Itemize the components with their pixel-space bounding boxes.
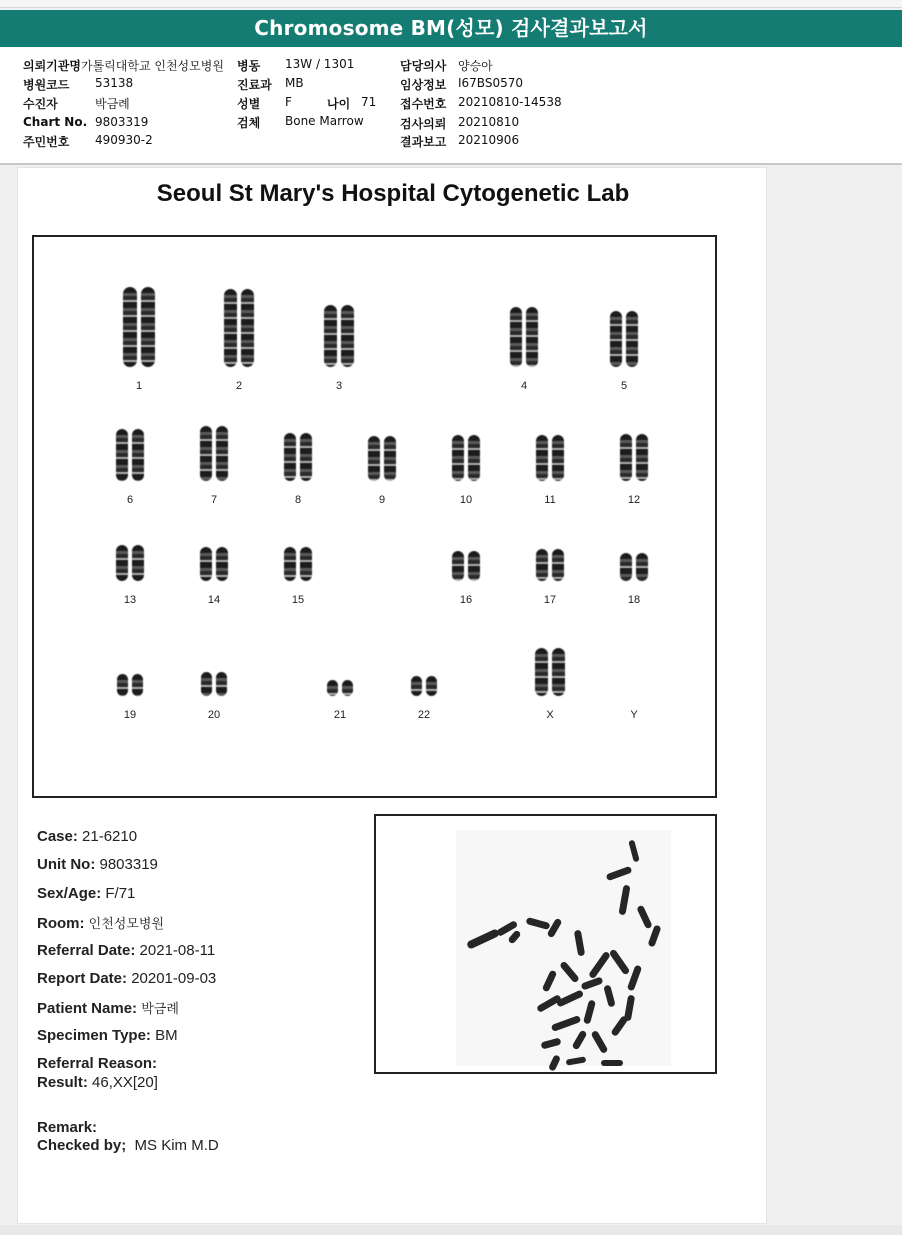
chromosome-2-2 xyxy=(241,289,254,367)
report-title: Chromosome BM(성모) 검사결과보고서 xyxy=(0,10,902,47)
chromosome-label-6: 6 xyxy=(126,494,134,506)
metaphase-chromosome xyxy=(551,1015,582,1032)
patient-name-label: Patient Name: xyxy=(37,1000,138,1017)
chromosome-label-11: 11 xyxy=(544,494,556,506)
chromosome-3-1 xyxy=(324,305,337,367)
checked-by-label: Checked by; xyxy=(37,1137,127,1154)
chromosome-label-x: X xyxy=(546,709,554,721)
chromosome-22-1 xyxy=(411,676,422,696)
chromosome-label-2: 2 xyxy=(235,380,243,392)
referral-date-label: Referral Date: xyxy=(37,942,136,959)
chromosome-17-1 xyxy=(536,549,548,581)
metaphase-chromosome xyxy=(603,984,615,1007)
chromosome-19-1 xyxy=(117,674,128,696)
room-value: 인천성모병원 xyxy=(88,916,165,931)
metaphase-chromosome xyxy=(588,951,611,980)
chromosome-pair-12 xyxy=(604,434,664,481)
chromosome-21-2 xyxy=(342,680,353,696)
subject-value: 박금례 xyxy=(95,97,130,111)
chromosome-pair-18 xyxy=(604,553,664,581)
specimen-type-row xyxy=(37,1027,178,1044)
institution-value: 가톨릭대학교 인천성모병원 xyxy=(81,59,224,73)
specimen-type-value: BM xyxy=(155,1027,178,1044)
institution-label: 의뢰기관명 xyxy=(23,59,81,73)
chromosome-5-2 xyxy=(626,311,638,367)
metaphase-spread xyxy=(456,830,671,1066)
referral-reason-label: Referral Reason: xyxy=(37,1055,158,1072)
chromosome-16-2 xyxy=(468,551,480,581)
case-label: Case: xyxy=(37,828,78,845)
request-date-label: 검사의뢰 xyxy=(400,117,447,131)
receipt-no-label: 접수번호 xyxy=(400,97,447,111)
remark-row xyxy=(37,1119,97,1136)
karyotype-report xyxy=(17,167,767,1224)
chromosome-label-4: 4 xyxy=(520,380,528,392)
chromosome-label-5: 5 xyxy=(620,380,628,392)
chromosome-11-2 xyxy=(552,435,564,481)
sexage-value: F/71 xyxy=(105,885,136,902)
specimen-value: Bone Marrow xyxy=(285,114,364,128)
ward-value: 13W / 1301 xyxy=(285,57,355,71)
metaphase-chromosome xyxy=(580,976,603,990)
chromosome-label-13: 13 xyxy=(123,594,137,606)
hospital-code-label: 병원코드 xyxy=(23,78,70,92)
chromosome-20-1 xyxy=(201,672,212,696)
metaphase-chromosome xyxy=(583,1000,596,1025)
chromosome-7-1 xyxy=(200,426,212,481)
chromosome-19-2 xyxy=(132,674,143,696)
chromosome-label-21: 21 xyxy=(333,709,347,721)
doctor-value: 양승아 xyxy=(458,59,493,73)
metaphase-chromosome xyxy=(601,1060,623,1066)
chromosome-20-2 xyxy=(216,672,227,696)
resident-no-label: 주민번호 xyxy=(23,135,70,149)
chromosome-pair-13 xyxy=(100,545,160,581)
chromosome-pair-5 xyxy=(594,311,654,367)
chromosome-pair-7 xyxy=(184,426,244,481)
metaphase-chromosome xyxy=(507,929,521,944)
hospital-code-value: 53138 xyxy=(95,76,134,90)
chromosome-x-2 xyxy=(552,648,565,696)
chromosome-label-9: 9 xyxy=(378,494,386,506)
chromosome-7-2 xyxy=(216,426,228,481)
metaphase-chromosome xyxy=(571,1030,587,1051)
unit-value: 9803319 xyxy=(99,856,158,873)
room-row xyxy=(37,913,164,932)
report-date-value: 20201-09-03 xyxy=(131,970,217,987)
referral-date-row xyxy=(37,942,215,959)
case-value: 21-6210 xyxy=(82,828,138,845)
chromosome-6-1 xyxy=(116,429,128,481)
chromosome-pair-15 xyxy=(268,547,328,581)
metaphase-chromosome xyxy=(610,1015,628,1037)
chromosome-label-3: 3 xyxy=(335,380,343,392)
specimen-label: 검체 xyxy=(237,116,261,130)
report-date-label: Report Date: xyxy=(37,970,128,987)
chromosome-13-1 xyxy=(116,545,128,581)
chromosome-pair-17 xyxy=(520,549,580,581)
result-value: 46,XX[20] xyxy=(92,1074,158,1091)
chart-no-label: Chart No. xyxy=(23,115,88,129)
chromosome-label-16: 16 xyxy=(459,594,473,606)
top-border xyxy=(0,0,902,8)
metaphase-chromosome xyxy=(618,885,630,916)
chromosome-9-2 xyxy=(384,436,396,481)
chromosome-label-18: 18 xyxy=(627,594,641,606)
bottom-border xyxy=(0,1225,902,1235)
lab-title: Seoul St Mary's Hospital Cytogenetic Lab xyxy=(156,180,630,207)
request-date-value: 20210810 xyxy=(458,115,520,129)
chromosome-11-1 xyxy=(536,435,548,481)
patient-name-row xyxy=(37,998,179,1017)
referral-date-value: 2021-08-11 xyxy=(139,942,216,959)
age-value: 71 xyxy=(361,95,377,109)
chromosome-6-2 xyxy=(132,429,144,481)
chromosome-label-20: 20 xyxy=(207,709,221,721)
chromosome-x-1 xyxy=(535,648,548,696)
remark-label: Remark: xyxy=(37,1119,98,1136)
age-label: 나이 xyxy=(327,97,351,111)
chromosome-2-1 xyxy=(224,289,237,367)
result-row xyxy=(37,1074,158,1091)
chart-no-value: 9803319 xyxy=(95,115,149,129)
metaphase-chromosome xyxy=(566,1056,587,1065)
result-label: Result: xyxy=(37,1074,88,1091)
chromosome-10-2 xyxy=(468,435,480,481)
checked-by-value: MS Kim M.D xyxy=(134,1137,219,1154)
chromosome-21-1 xyxy=(327,680,338,696)
chromosome-pair-10 xyxy=(436,435,496,481)
chromosome-1-1 xyxy=(123,287,137,367)
ward-label: 병동 xyxy=(237,59,261,73)
chromosome-pair-14 xyxy=(184,547,244,581)
report-date-row xyxy=(37,970,216,987)
checked-by-row xyxy=(37,1137,219,1154)
metaphase-chromosome xyxy=(466,928,500,950)
chromosome-15-1 xyxy=(284,547,296,581)
subject-label: 수진자 xyxy=(23,97,58,111)
unit-row xyxy=(37,856,158,873)
chromosome-4-1 xyxy=(510,307,522,367)
chromosome-pair-21 xyxy=(310,680,370,696)
chromosome-label-14: 14 xyxy=(207,594,221,606)
chromosome-16-1 xyxy=(452,551,464,581)
metaphase-image-panel xyxy=(374,814,717,1074)
sexage-row xyxy=(37,885,135,902)
patient-info-panel xyxy=(0,47,902,165)
chromosome-label-22: 22 xyxy=(417,709,431,721)
chromosome-1-2 xyxy=(141,287,155,367)
chromosome-8-2 xyxy=(300,433,312,481)
metaphase-chromosome xyxy=(590,1030,608,1054)
chromosome-pair-6 xyxy=(100,429,160,481)
receipt-no-value: 20210810-14538 xyxy=(458,95,562,109)
chromosome-14-1 xyxy=(200,547,212,581)
metaphase-chromosome xyxy=(559,961,580,984)
chromosome-pair-1 xyxy=(109,287,169,367)
chromosome-label-y: Y xyxy=(630,709,638,721)
chromosome-14-2 xyxy=(216,547,228,581)
chromosome-18-1 xyxy=(620,553,632,581)
chromosome-15-2 xyxy=(300,547,312,581)
chromosome-pair-19 xyxy=(100,674,160,696)
case-row xyxy=(37,828,137,845)
chromosome-18-2 xyxy=(636,553,648,581)
department-value: MB xyxy=(285,76,304,90)
metaphase-chromosome xyxy=(647,924,661,947)
metaphase-chromosome xyxy=(548,1054,561,1071)
report-date-value: 20210906 xyxy=(458,133,520,147)
specimen-type-label: Specimen Type: xyxy=(37,1027,151,1044)
chromosome-9-1 xyxy=(368,436,380,481)
chromosome-10-1 xyxy=(452,435,464,481)
chromosome-22-2 xyxy=(426,676,437,696)
patient-name-value: 박금례 xyxy=(141,1001,179,1016)
chromosome-pair-11 xyxy=(520,435,580,481)
chromosome-17-2 xyxy=(552,549,564,581)
clinical-info-value: I67BS0570 xyxy=(458,76,523,90)
chromosome-label-8: 8 xyxy=(294,494,302,506)
chromosome-pair-2 xyxy=(209,289,269,367)
chromosome-pair-8 xyxy=(268,433,328,481)
chromosome-label-7: 7 xyxy=(210,494,218,506)
resident-no-value: 490930-2 xyxy=(95,133,153,147)
doctor-label: 담당의사 xyxy=(400,59,447,73)
chromosome-label-1: 1 xyxy=(135,380,143,392)
metaphase-chromosome xyxy=(542,970,558,993)
metaphase-chromosome xyxy=(609,949,631,976)
sexage-label: Sex/Age: xyxy=(37,885,102,902)
metaphase-chromosome xyxy=(606,866,633,881)
chromosome-pair-20 xyxy=(184,672,244,696)
chromosome-12-2 xyxy=(636,434,648,481)
chromosome-label-10: 10 xyxy=(459,494,473,506)
referral-reason-row xyxy=(37,1055,157,1072)
report-date-label: 결과보고 xyxy=(400,135,447,149)
metaphase-chromosome xyxy=(574,930,585,957)
sex-value: F xyxy=(285,95,292,109)
unit-label: Unit No: xyxy=(37,856,96,873)
department-label: 진료과 xyxy=(237,78,272,92)
chromosome-pair-4 xyxy=(494,307,554,367)
chromosome-5-1 xyxy=(610,311,622,367)
chromosome-4-2 xyxy=(526,307,538,367)
metaphase-chromosome xyxy=(636,905,652,930)
chromosome-13-2 xyxy=(132,545,144,581)
chromosome-pair-3 xyxy=(309,305,369,367)
chromosome-pair-16 xyxy=(436,551,496,581)
chromosome-label-19: 19 xyxy=(123,709,137,721)
clinical-info-label: 임상정보 xyxy=(400,78,447,92)
metaphase-chromosome xyxy=(628,840,639,863)
sex-label: 성별 xyxy=(237,97,261,111)
karyogram-panel xyxy=(32,235,717,798)
chromosome-pair-x xyxy=(520,648,580,696)
chromosome-label-17: 17 xyxy=(543,594,557,606)
metaphase-chromosome xyxy=(540,1038,561,1050)
room-label: Room: xyxy=(37,915,85,932)
chromosome-pair-9 xyxy=(352,436,412,481)
chromosome-label-15: 15 xyxy=(291,594,305,606)
chromosome-pair-22 xyxy=(394,676,454,696)
chromosome-3-2 xyxy=(341,305,354,367)
metaphase-chromosome xyxy=(526,917,551,930)
chromosome-label-12: 12 xyxy=(627,494,641,506)
chromosome-8-1 xyxy=(284,433,296,481)
chromosome-12-1 xyxy=(620,434,632,481)
